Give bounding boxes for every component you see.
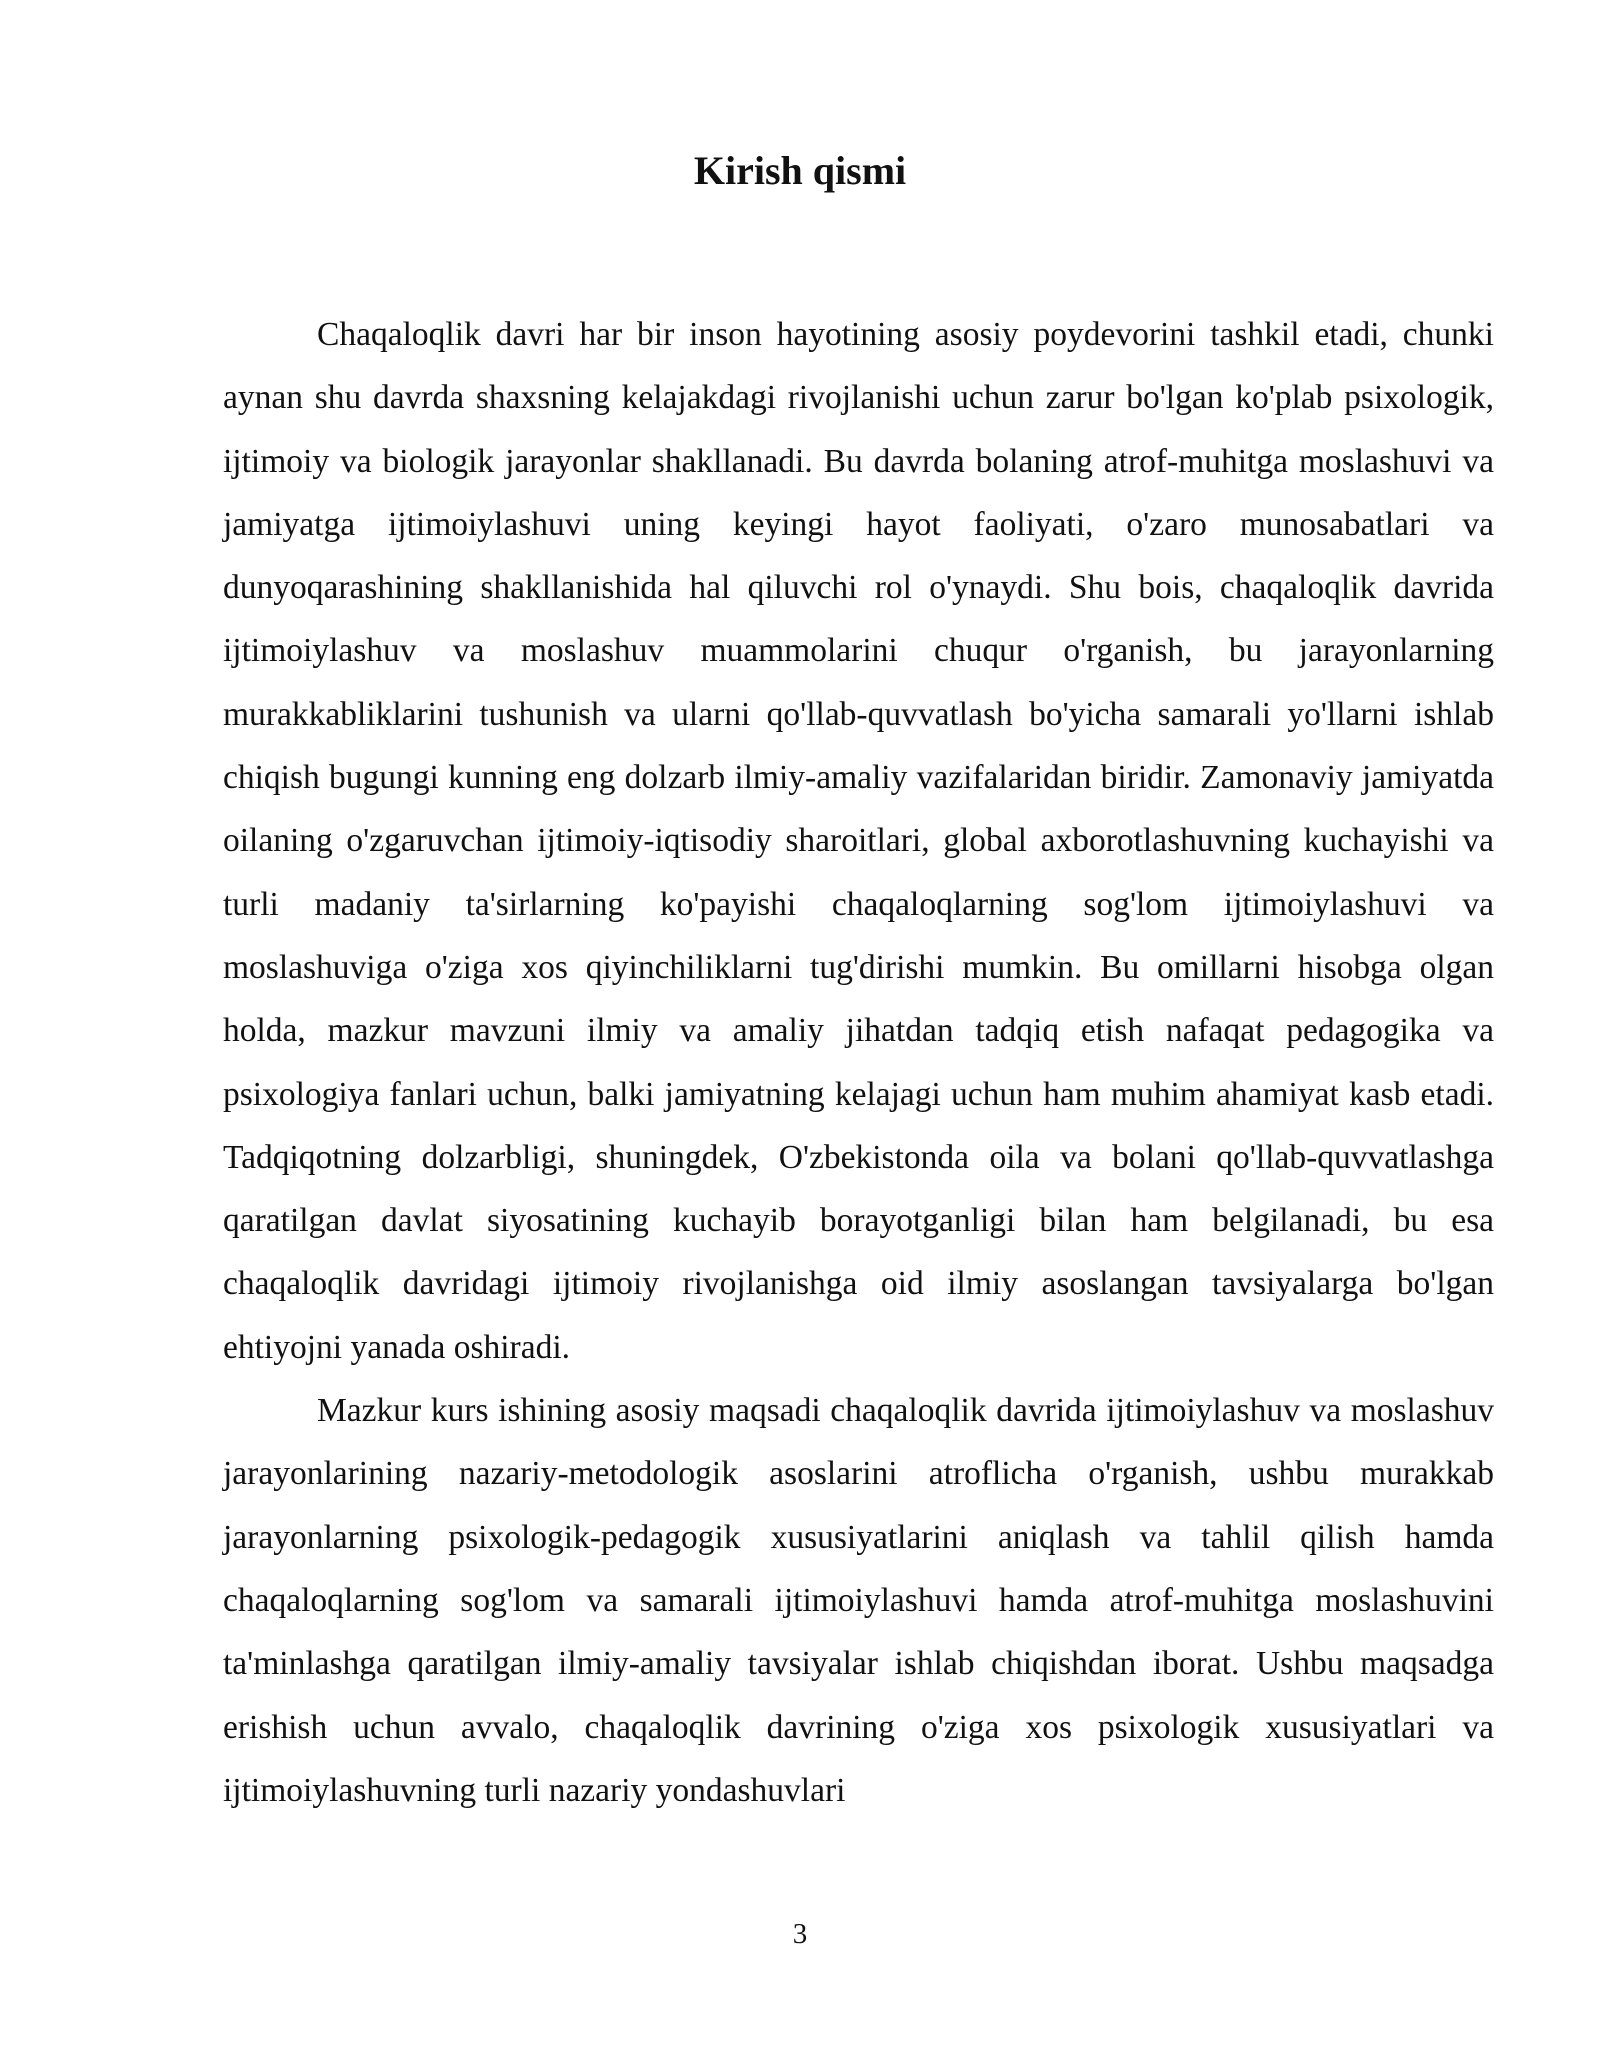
page-number: 3 [792,1918,808,1950]
paragraph-2: Mazkur kurs ishining asosiy maqsadi chaqaloqlik davrida ijtimoiylashuv va moslashuv jarayonlarining nazariy-metodologik asoslarini atroflicha o'rganish, ushbu murakkab jarayonlarning psixologik-pedagogik xususiyatlarini aniqlash va tahlil qilish hamda chaqaloqlarning sog'lom va samarali ijtimoiylashuvi hamda atrof-muhitga moslashuvini ta'minlashga qaratilgan ilmiy-amaliy tavsiyalar ishlab chiqishdan iborat. Ushbu maqsadga erishish uchun avvalo, chaqaloqlik davrining o'ziga xos psixologik xususiyatlari va ijtimoiylashuvning turli nazariy yondashuvlari [223,1392,1494,1809]
body-text [223,303,1494,1822]
section-title: Kirish qismi [693,148,907,193]
paragraph-1: Chaqaloqlik davri har bir inson hayotining asosiy poydevorini tashkil etadi, chunki aynan shu davrda shaxsning kelajakdagi rivojlanishi uchun zarur bo'lgan ko'plab psixologik, ijtimoiy va biologik jarayonlar shakllanadi. Bu davrda bolaning atrof-muhitga moslashuvi va jamiyatga ijtimoiylashuvi uning keyingi hayot faoliyati, o'zaro munosabatlari va dunyoqarashining shakllanishida hal qiluvchi rol o'ynaydi. Shu bois, chaqaloqlik davrida ijtimoiylashuv va moslashuv muammolarini chuqur o'rganish, bu jarayonlarning murakkabliklarini tushunish va ularni qo'llab-quvvatlash bo'yicha samarali yo'llarni ishlab chiqish bugungi kunning eng dolzarb ilmiy-amaliy vazifalaridan biridir. Zamonaviy jamiyatda oilaning o'zgaruvchan ijtimoiy-iqtisodiy sharoitlari, global axborotlashuvning kuchayishi va turli madaniy ta'sirlarning ko'payishi chaqaloqlarning sog'lom ijtimoiylashuvi va moslashuviga o'ziga xos qiyinchiliklarni tug'dirishi mumkin. Bu omillarni hisobga olgan holda, mazkur mavzuni ilmiy va amaliy jihatdan tadqiq etish nafaqat pedagogika va psixologiya fanlari uchun, balki jamiyatning kelajagi uchun ham muhim ahamiyat kasb etadi. Tadqiqotning dolzarbligi, shuningdek, O'zbekistonda oila va bolani qo'llab-quvvatlashga qaratilgan davlat siyosatining kuchayib borayotganligi bilan ham belgilanadi, bu esa chaqaloqlik davridagi ijtimoiy rivojlanishga oid ilmiy asoslangan tavsiyalarga bo'lgan ehtiyojni yanada oshiradi. [223,316,1494,1366]
